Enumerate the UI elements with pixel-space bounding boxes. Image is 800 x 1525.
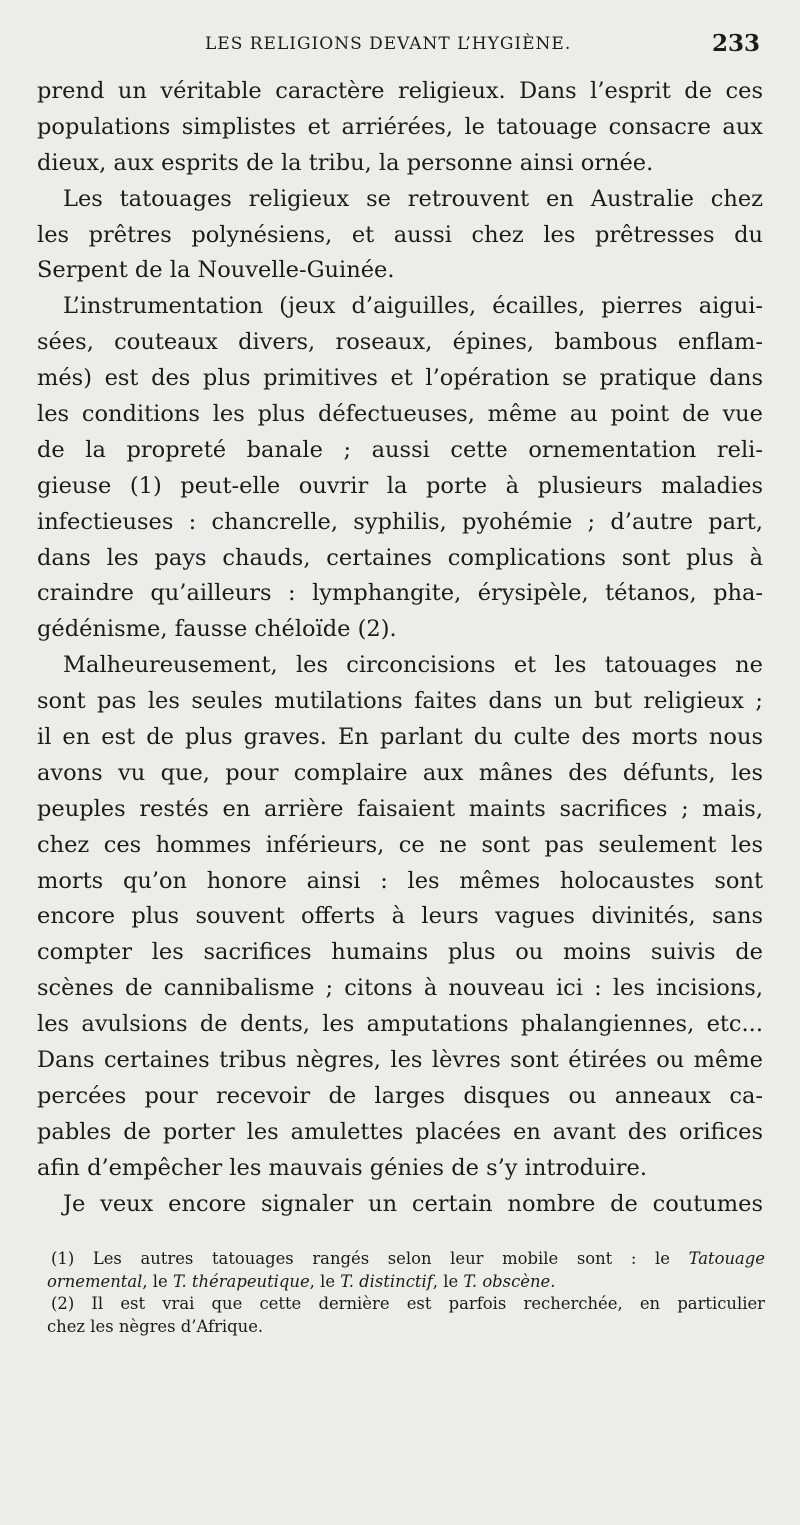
text-line: Serpent de la Nouvelle-Guinée. [37, 257, 395, 284]
text-line: afin d’empêcher les mauvais génies de s’y introduire. [37, 1154, 647, 1181]
text-line: més) est des plus primitives et l’opération se pratique dans [37, 365, 763, 392]
text-line: gieuse (1) peut-elle ouvrir la porte à plusieurs maladies [37, 472, 763, 499]
text-line: pables de porter les amulettes placées en avant des orifices [37, 1118, 763, 1145]
footnote-2: (2) Il est vrai que cette dernière est parfois recherchée, en particulier [51, 1294, 765, 1313]
text-line: les avulsions de dents, les amputations phalangiennes, etc... [37, 1011, 763, 1038]
text-line: les conditions les plus défectueuses, même au point de vue [37, 401, 763, 428]
text-line: percées pour recevoir de larges disques ou anneaux ca- [37, 1082, 763, 1109]
footnote-2-continued: chez les nègres d’Afrique. [47, 1316, 264, 1336]
text-line: dieux, aux esprits de la tribu, la personne ainsi ornée. [37, 149, 654, 176]
text-line: encore plus souvent offerts à leurs vagues divinités, sans [37, 903, 763, 930]
text-line: compter les sacrifices humains plus ou moins suivis de [37, 939, 763, 966]
text-line: avons vu que, pour complaire aux mânes des défunts, les [37, 759, 763, 786]
footnote-text: , le [432, 1271, 464, 1291]
text-line: sont pas les seules mutilations faites dans un but religieux ; [37, 688, 763, 715]
body-text [37, 74, 763, 1223]
footnote-text: , le [142, 1271, 173, 1291]
footnote-text: . [550, 1271, 556, 1291]
text-line: infectieuses : chancrelle, syphilis, pyohémie ; d’autre part, [37, 508, 763, 535]
page-header [0, 30, 800, 60]
text-line: populations simplistes et arriérées, le tatouage consacre aux [37, 113, 763, 140]
text-line: L’instrumentation (jeux d’aiguilles, écailles, pierres aigui- [63, 293, 763, 320]
text-line: dans les pays chauds, certaines complications sont plus à [37, 544, 763, 571]
footnote-1 [47, 1248, 765, 1271]
running-title: LES RELIGIONS DEVANT L’HYGIÈNE. [205, 34, 572, 54]
text-line: Je veux encore signaler un certain nombre de coutumes [63, 1190, 763, 1217]
footnotes [47, 1248, 765, 1338]
text-line: prend un véritable caractère religieux. Dans l’esprit de ces [37, 78, 763, 104]
text-line: Les tatouages religieux se retrouvent en Australie chez [63, 185, 763, 212]
text-line: morts qu’on honore ainsi : les mêmes holocaustes sont [37, 867, 763, 894]
footnote-text: (1) Les autres tatouages rangés selon leur mobile sont : le [51, 1249, 689, 1268]
text-line: scènes de cannibalisme ; citons à nouveau ici : les incisions, [37, 975, 763, 1002]
text-line: sées, couteaux divers, roseaux, épines, bambous enflam- [37, 329, 763, 356]
footnote-italic-text: T. obscène [463, 1271, 551, 1291]
text-line: craindre qu’ailleurs : lymphangite, érysipèle, tétanos, pha- [37, 580, 763, 607]
footnote-italic-text: ornemental [47, 1271, 143, 1291]
footnote-italic-text: T. thérapeutique [172, 1271, 310, 1291]
text-line: gédénisme, fausse chéloïde (2). [37, 616, 397, 643]
footnote-italic-text: Tatouage [688, 1249, 765, 1268]
text-line: de la propreté banale ; aussi cette ornementation reli- [37, 436, 763, 463]
text-line: peuples restés en arrière faisaient maints sacrifices ; mais, [37, 795, 763, 822]
footnote-text: , le [309, 1271, 341, 1291]
text-line: il en est de plus graves. En parlant du culte des morts nous [37, 724, 763, 751]
text-line: les prêtres polynésiens, et aussi chez les prêtresses du [37, 221, 763, 248]
text-line: chez ces hommes inférieurs, ce ne sont pas seulement les [37, 831, 763, 858]
page-number: 233 [712, 30, 761, 57]
footnote-1-continued [47, 1271, 765, 1294]
text-line: Dans certaines tribus nègres, les lèvres sont étirées ou même [37, 1047, 763, 1074]
footnote-italic-text: T. distinctif [340, 1271, 433, 1291]
text-line: Malheureusement, les circoncisions et les tatouages ne [63, 652, 763, 679]
